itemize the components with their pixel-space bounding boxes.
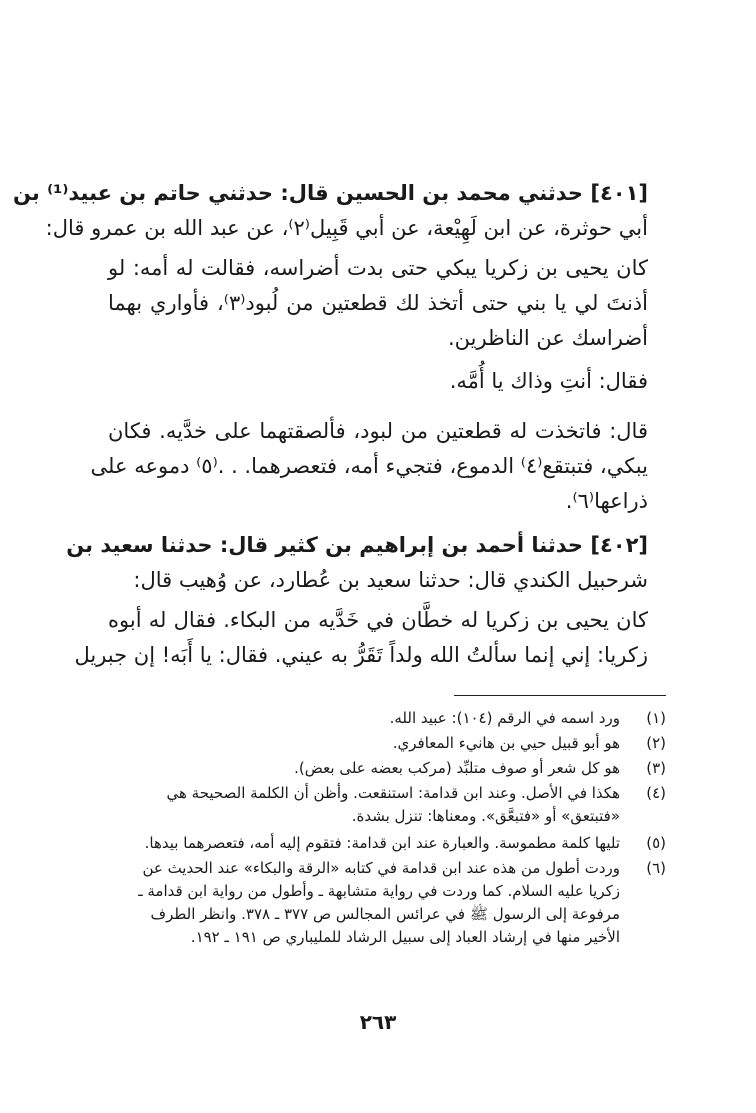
text-line: شرحبيل الكندي قال: حدثنا سعيد بن عُطارد، عن وُهيب قال: xyxy=(133,568,648,592)
text-line: زكريا: إني إنما سألتُ الله ولداً تَقَرُّ به عيني. فقال: يا أَبَه! إن جبريل xyxy=(74,643,648,667)
footnote-separator xyxy=(454,695,666,696)
footnote-text xyxy=(108,732,620,755)
text-line: كان يحيى بن زكريا له خطَّان في خَدَّيه من البكاء. فقال له أبوه xyxy=(108,608,648,632)
footnote-text xyxy=(108,857,620,949)
footnote-number: (٦) xyxy=(646,859,666,877)
footnote-line: ورد اسمه في الرقم (١٠٤): عبيد الله. xyxy=(389,709,620,727)
narration-402-isnad xyxy=(66,528,648,598)
text-line: أبي حوثرة، عن ابن لَهِيْعة، عن أبي قَبِيل⁽٢⁾، عن عبد الله بن عمرو قال: xyxy=(45,216,648,240)
text-line: [٤٠١] حدثني محمد بن الحسين قال: حدثني حاتم بن عبيد⁽¹⁾ بن xyxy=(12,181,648,205)
footnote-number: (٤) xyxy=(646,784,666,802)
footnote-item xyxy=(108,757,666,780)
footnote-line: هكذا في الأصل. وعند ابن قدامة: استنقعت. وأظن أن الكلمة الصحيحة هي xyxy=(166,784,620,802)
narration-402-body xyxy=(74,603,648,673)
footnote-text xyxy=(108,707,620,730)
text-line: فقال: أنتِ وذاك يا أُمَّه. xyxy=(449,369,648,393)
footnote-number: (٣) xyxy=(646,759,666,777)
footnotes xyxy=(108,707,666,949)
text-line: يبكي، فتبتقع⁽٤⁾ الدموع، فتجيء أمه، فتعصرهما. . .⁽٥⁾ دموعه على xyxy=(90,454,648,478)
footnote-text xyxy=(108,782,620,828)
footnote-line: مرفوعة إلى الرسول ﷺ في عرائس المجالس ص ٣٧٧ ـ ٣٧٨. وانظر الطرف xyxy=(150,905,620,923)
footnote-line: تليها كلمة مطموسة. والعبارة عند ابن قدامة: فتقوم إليه أمه، فتعصرهما بيدها. xyxy=(144,834,620,852)
text-line: أضراسك عن الناظرين. xyxy=(447,326,648,350)
footnote-line: هو كل شعر أو صوف متلبِّد (مركب بعضه على بعض). xyxy=(294,759,620,777)
text-line: أذنتَ لي يا بني حتى أتخذ لك قطعتين من لُبود⁽٣⁾، فأواري بهما xyxy=(108,291,648,315)
footnote-line: «فتبتعق» أو «فتبعَّق». ومعناها: تنزل بشدة. xyxy=(351,807,620,825)
footnote-text xyxy=(108,832,620,855)
narration-401-isnad xyxy=(12,176,648,246)
narration-401-body xyxy=(108,251,648,356)
footnote-item xyxy=(108,832,666,855)
text-line: [٤٠٢] حدثنا أحمد بن إبراهيم بن كثير قال: حدثنا سعيد بن xyxy=(66,533,648,557)
footnote-item xyxy=(108,707,666,730)
text-line: ذراعها⁽٦⁾. xyxy=(565,489,648,513)
narration-401-continuation xyxy=(90,414,648,519)
footnote-item xyxy=(108,782,666,828)
footnote-number: (٥) xyxy=(646,834,666,852)
footnote-line: زكريا عليه السلام. كما وردت في رواية متشابهة ـ وأطول من رواية ابن قدامة ـ xyxy=(138,882,620,900)
text-line: قال: فاتخذت له قطعتين من لبود، فألصقتهما على خدَّيه. فكان xyxy=(108,419,648,443)
footnote-number: (٢) xyxy=(646,734,666,752)
footnote-item xyxy=(108,732,666,755)
footnote-number: (١) xyxy=(646,709,666,727)
footnote-line: هو أبو قبيل حيي بن هانيء المعافري. xyxy=(392,734,620,752)
page-number: ٢٦٣ xyxy=(359,1010,397,1034)
footnote-line: وردت أطول من هذه عند ابن قدامة في كتابه «الرقة والبكاء» عند الحديث عن xyxy=(142,859,620,877)
footnote-text xyxy=(108,757,620,780)
footnote-line: الأخير منها في إرشاد العباد إلى سبيل الرشاد للمليباري ص ١٩١ ـ ١٩٢. xyxy=(190,928,620,946)
narration-401-reply xyxy=(108,364,648,399)
text-line: كان يحيى بن زكريا يبكي حتى بدت أضراسه، فقالت له أمه: لو xyxy=(108,256,648,280)
footnote-item xyxy=(108,857,666,949)
